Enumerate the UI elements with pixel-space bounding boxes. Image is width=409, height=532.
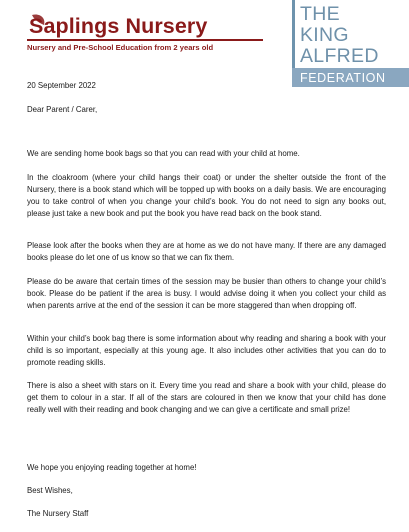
paragraph-4: Please do be aware that certain times of the session may be busier than others to change your child’s book. Please do be patient if the area is busy. I would advise doing it when you collect your child as when parents arrive at the end of the session it can be more staggered than when dropping off. [27, 277, 386, 310]
paragraph-5: Within your child’s book bag there is some information about why reading and sharing a book with your child is so important, especially at this young age. It also includes other activities that you can do to promote reading skills. [27, 334, 386, 367]
paragraph-3: Please look after the books when they are at home as we do not have many. If there are any damaged books please do let one of us know so that we can fix them. [27, 241, 386, 262]
federation-logo [292, 0, 409, 88]
logo-underline [27, 39, 263, 41]
paragraph-6: There is also a sheet with stars on it. Every time you read and share a book with your child, please do get them to colour in a star. If all of the stars are coloured in then we know that your child has done really well with their reading and book changing and we can give a certificate and small prize! [27, 381, 386, 414]
paragraph-1: We are sending home book bags so that you can read with your child at home. [27, 149, 300, 158]
federation-word-the: THE [300, 3, 340, 25]
signature: The Nursery Staff [27, 509, 89, 518]
federation-accent-bar [292, 0, 295, 68]
nursery-name: Saplings Nursery [29, 14, 208, 38]
federation-word-king: KING [300, 24, 349, 46]
paragraph-2: In the cloakroom (where your child hangs their coat) or under the shelter outside the front of the Nursery, there is a book stand which will be topped up with books on a daily basis. We are encouraging you to take control of when you change your child’s book. You do not need to sign any books out, please just take a new book and put the book you have read back on the book stand. [27, 173, 386, 218]
letter-salutation: Dear Parent / Carer, [27, 105, 98, 114]
sign-off: Best Wishes, [27, 486, 73, 495]
letter-date: 20 September 2022 [27, 81, 96, 90]
nursery-logo [27, 10, 277, 56]
federation-banner-text: FEDERATION [300, 71, 386, 85]
closing-line: We hope you enjoying reading together at home! [27, 463, 197, 472]
nursery-tagline: Nursery and Pre-School Education from 2 years old [27, 43, 214, 52]
federation-word-alfred: ALFRED [300, 45, 379, 67]
